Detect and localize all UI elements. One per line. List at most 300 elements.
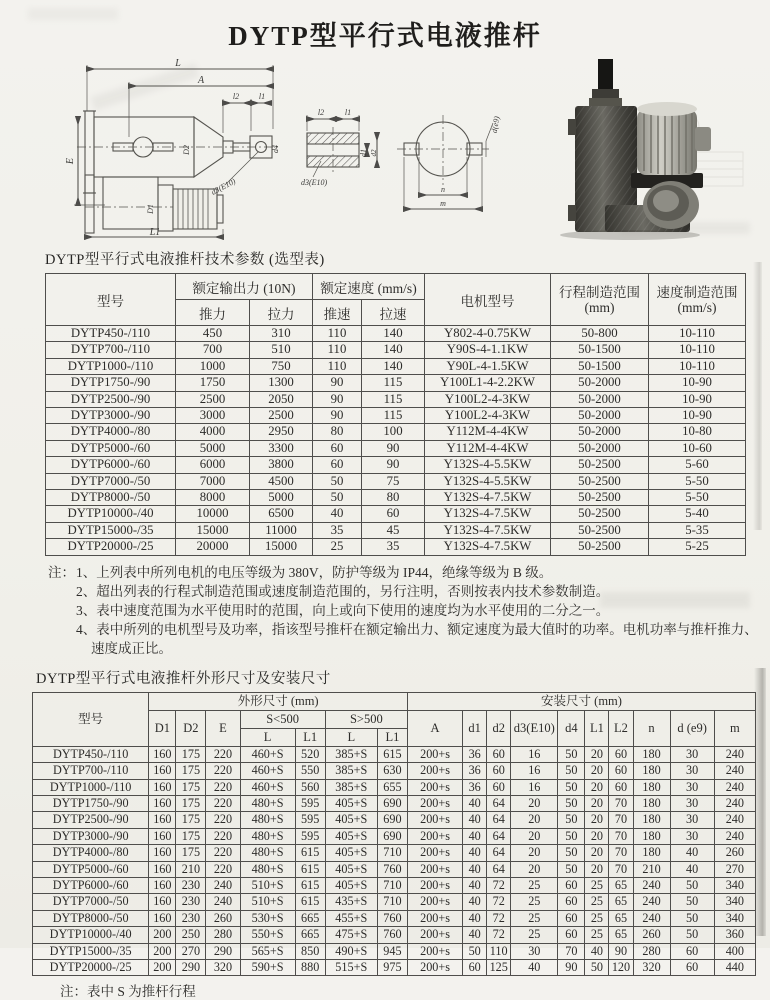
table-cell: 10-110: [649, 326, 746, 342]
table-cell: 160: [149, 877, 176, 893]
table-cell: 64: [487, 828, 511, 844]
table-cell: DYTP5000-/60: [33, 861, 149, 877]
table-cell: 630: [377, 763, 407, 779]
table-cell: 700: [176, 342, 250, 358]
figure-row: [0, 57, 770, 241]
table-cell: 220: [206, 828, 240, 844]
table-row: [46, 342, 746, 358]
table-cell: 60: [670, 943, 714, 959]
table-cell: 200+s: [408, 910, 463, 926]
table-cell: 405+S: [325, 877, 377, 893]
table-cell: 290: [206, 943, 240, 959]
col-pull-speed: 拉速: [362, 300, 425, 326]
table-cell: 90: [313, 375, 362, 391]
table-cell: 60: [313, 457, 362, 473]
table-cell: DYTP700-/110: [46, 342, 176, 358]
table-cell: 200+s: [408, 828, 463, 844]
table-cell: 35: [362, 539, 425, 555]
table-cell: 200+s: [408, 795, 463, 811]
table-cell: 20: [585, 763, 609, 779]
table-cell: 1000: [176, 358, 250, 374]
table-row: [46, 375, 746, 391]
table-cell: 40: [463, 910, 487, 926]
table-cell: 10-90: [649, 391, 746, 407]
table-cell: 510+S: [240, 877, 295, 893]
table-cell: 90: [609, 943, 633, 959]
table-cell: 50: [670, 877, 714, 893]
table-cell: DYTP1000-/110: [46, 358, 176, 374]
table-cell: 160: [149, 795, 176, 811]
table-cell: 175: [176, 845, 206, 861]
col-L1-install: L1: [585, 710, 609, 746]
table-cell: 64: [487, 812, 511, 828]
table-cell: 50: [670, 927, 714, 943]
table-row: [46, 326, 746, 342]
table-row: [33, 910, 756, 926]
table-cell: DYTP4000-/80: [33, 845, 149, 861]
table-cell: Y132S-4-7.5KW: [425, 539, 551, 555]
table-cell: 200+s: [408, 812, 463, 828]
dimension-table-body: [33, 746, 756, 976]
table-cell: 240: [633, 877, 670, 893]
table-cell: 110: [313, 358, 362, 374]
table-cell: 50: [558, 763, 585, 779]
col-motor: 电机型号: [425, 274, 551, 326]
table-cell: 260: [633, 927, 670, 943]
table-cell: 40: [463, 877, 487, 893]
table-cell: 180: [633, 812, 670, 828]
table-cell: 210: [176, 861, 206, 877]
table-row: [33, 959, 756, 975]
table-cell: 50: [558, 779, 585, 795]
table-cell: DYTP450-/110: [33, 746, 149, 762]
col-stroke-range: 行程制造范围 (mm): [551, 274, 649, 326]
table-cell: 6000: [176, 457, 250, 473]
table-cell: 590+S: [240, 959, 295, 975]
table-cell: 120: [609, 959, 633, 975]
table-cell: 595: [295, 795, 325, 811]
table-cell: 70: [558, 943, 585, 959]
table-cell: 690: [377, 812, 407, 828]
table-cell: 200+s: [408, 959, 463, 975]
col-s-lt-500: S<500: [240, 710, 325, 728]
table-cell: 70: [609, 795, 633, 811]
dim-label-m: m: [440, 199, 446, 208]
table-cell: 10-90: [649, 408, 746, 424]
table-cell: 220: [206, 746, 240, 762]
table-cell: 850: [295, 943, 325, 959]
table-row: [33, 877, 756, 893]
table-cell: 5000: [250, 490, 313, 506]
table-cell: 560: [295, 779, 325, 795]
col-d4: d4: [558, 710, 585, 746]
table-cell: Y132S-4-5.5KW: [425, 473, 551, 489]
table-cell: 16: [511, 779, 558, 795]
table-cell: 240: [714, 812, 755, 828]
table-cell: 460+S: [240, 763, 295, 779]
table-cell: 515+S: [325, 959, 377, 975]
table-cell: 280: [206, 927, 240, 943]
col-d1: d1: [463, 710, 487, 746]
table-cell: 240: [206, 877, 240, 893]
table-cell: 480+S: [240, 795, 295, 811]
spec-table-body: [46, 326, 746, 556]
table-cell: 70: [609, 845, 633, 861]
table-cell: 385+S: [325, 779, 377, 795]
table-row: [46, 522, 746, 538]
table-cell: 455+S: [325, 910, 377, 926]
note-line: 4、表中所列的电机型号及功率，指该型号推杆在额定输出力、额定速度为最大值时的功率。电机功率与推杆推力、: [76, 621, 758, 637]
table-cell: 565+S: [240, 943, 295, 959]
section2-heading: DYTP型平行式电液推杆外形尺寸及安装尺寸: [36, 670, 331, 687]
table-cell: 50-800: [551, 326, 649, 342]
table-cell: DYTP20000-/25: [46, 539, 176, 555]
table-cell: 20: [585, 812, 609, 828]
table-cell: 60: [313, 440, 362, 456]
table-cell: 880: [295, 959, 325, 975]
table-cell: 30: [670, 779, 714, 795]
table-cell: 480+S: [240, 812, 295, 828]
table-cell: DYTP700-/110: [33, 763, 149, 779]
table-cell: 60: [609, 746, 633, 762]
table-cell: DYTP10000-/40: [33, 927, 149, 943]
table-cell: 72: [487, 894, 511, 910]
table-row: [33, 746, 756, 762]
table-cell: 200+s: [408, 877, 463, 893]
table-cell: 20: [511, 828, 558, 844]
table-cell: 50: [558, 845, 585, 861]
table-row: [33, 943, 756, 959]
table-cell: 260: [714, 845, 755, 861]
table-cell: 10-110: [649, 358, 746, 374]
table-cell: 50: [463, 943, 487, 959]
table-cell: 240: [206, 894, 240, 910]
table-cell: 690: [377, 795, 407, 811]
table-cell: 175: [176, 812, 206, 828]
col-d-e9: d (e9): [670, 710, 714, 746]
table-cell: 60: [362, 506, 425, 522]
table-cell: 160: [149, 812, 176, 828]
table-cell: 750: [250, 358, 313, 374]
table-cell: 615: [377, 746, 407, 762]
table-cell: Y132S-4-7.5KW: [425, 490, 551, 506]
dim-label-d1: d1: [359, 149, 368, 157]
notes-label: 注：: [48, 564, 75, 580]
table-cell: 975: [377, 959, 407, 975]
table-cell: 665: [295, 927, 325, 943]
table-cell: DYTP5000-/60: [46, 440, 176, 456]
col-speed-range: 速度制造范围 (mm/s): [649, 274, 746, 326]
table-cell: 405+S: [325, 828, 377, 844]
table-row: [46, 358, 746, 374]
table-cell: DYTP6000-/60: [33, 877, 149, 893]
dim-label-A: A: [197, 75, 205, 86]
table-cell: 70: [609, 812, 633, 828]
table-cell: 710: [377, 845, 407, 861]
col-push-speed: 推速: [313, 300, 362, 326]
table-cell: 405+S: [325, 812, 377, 828]
table-cell: 40: [463, 894, 487, 910]
table-cell: 220: [206, 861, 240, 877]
table-cell: 125: [487, 959, 511, 975]
table-cell: 710: [377, 894, 407, 910]
dimension-table-header: [33, 692, 756, 746]
table-cell: 2500: [250, 408, 313, 424]
table-row: [33, 779, 756, 795]
table-cell: DYTP2500-/90: [33, 812, 149, 828]
table-cell: Y112M-4-4KW: [425, 424, 551, 440]
table-cell: 270: [176, 943, 206, 959]
table-cell: 15000: [176, 522, 250, 538]
table-cell: 70: [609, 828, 633, 844]
table-cell: 460+S: [240, 779, 295, 795]
table-cell: 230: [176, 877, 206, 893]
table-cell: 200+s: [408, 894, 463, 910]
table-cell: 3800: [250, 457, 313, 473]
table-cell: 70: [609, 861, 633, 877]
table-cell: 200+s: [408, 746, 463, 762]
table-cell: 115: [362, 408, 425, 424]
table-cell: 520: [295, 746, 325, 762]
table-cell: 64: [487, 861, 511, 877]
table-cell: 50-2500: [551, 539, 649, 555]
dim-label-l1: l1: [344, 108, 352, 117]
table-cell: 25: [511, 927, 558, 943]
table-cell: 40: [463, 795, 487, 811]
col-d2: d2: [487, 710, 511, 746]
col-n: n: [633, 710, 670, 746]
table-cell: Y132S-4-7.5KW: [425, 506, 551, 522]
table-cell: 40: [463, 927, 487, 943]
table-cell: 180: [633, 795, 670, 811]
table-cell: 710: [377, 877, 407, 893]
table-cell: 10-60: [649, 440, 746, 456]
col-s-gt-500: S>500: [325, 710, 407, 728]
table-cell: 50-1500: [551, 358, 649, 374]
table-cell: 945: [377, 943, 407, 959]
dim-label-l2: l2: [317, 108, 325, 117]
table-cell: DYTP8000-/50: [33, 910, 149, 926]
table-cell: 50: [585, 959, 609, 975]
table-cell: 310: [250, 326, 313, 342]
table-cell: 405+S: [325, 795, 377, 811]
table-cell: 200: [149, 927, 176, 943]
table-cell: 160: [149, 861, 176, 877]
table-cell: 60: [487, 763, 511, 779]
table-cell: 50: [558, 861, 585, 877]
table-cell: 60: [487, 746, 511, 762]
col-push-force: 推力: [176, 300, 250, 326]
table-row: [33, 828, 756, 844]
notes-block: [0, 563, 770, 658]
table-cell: 30: [670, 763, 714, 779]
table-cell: 72: [487, 910, 511, 926]
table-cell: 50: [558, 828, 585, 844]
table-cell: 180: [633, 828, 670, 844]
table-cell: 60: [558, 927, 585, 943]
table-cell: DYTP6000-/60: [46, 457, 176, 473]
table-cell: 595: [295, 812, 325, 828]
table-cell: Y90L-4-1.5KW: [425, 358, 551, 374]
table-cell: 340: [714, 894, 755, 910]
table-cell: 175: [176, 795, 206, 811]
dim-label-d3E10: d3(E10): [301, 178, 328, 187]
col-L1-lt: L1: [295, 728, 325, 746]
table-cell: 615: [295, 877, 325, 893]
table-cell: 20: [511, 795, 558, 811]
dim-label-L1: L1: [149, 227, 161, 238]
table-cell: 655: [377, 779, 407, 795]
table-cell: 2050: [250, 391, 313, 407]
table-cell: 160: [149, 779, 176, 795]
table-cell: 615: [295, 845, 325, 861]
table-cell: 20: [585, 795, 609, 811]
product-photo: [545, 57, 755, 241]
table-cell: 460+S: [240, 746, 295, 762]
table-cell: 200: [149, 943, 176, 959]
table-cell: 110: [313, 326, 362, 342]
table-row: [33, 845, 756, 861]
table-cell: 220: [206, 779, 240, 795]
table-row: [46, 506, 746, 522]
table-cell: 760: [377, 927, 407, 943]
dim-label-de9: d(e9): [489, 115, 502, 134]
table-cell: 36: [463, 746, 487, 762]
table-cell: 240: [633, 910, 670, 926]
table-cell: 36: [463, 779, 487, 795]
dimension-table: [32, 692, 756, 977]
table-row: [33, 812, 756, 828]
table-cell: 160: [149, 828, 176, 844]
table-cell: 72: [487, 877, 511, 893]
table-cell: 40: [511, 959, 558, 975]
table-row: [46, 440, 746, 456]
table-cell: 25: [313, 539, 362, 555]
note-line: 2、超出列表的行程式制造范围或速度制造范围的，另行注明，否则按表内技术参数制造。: [76, 583, 610, 599]
table-cell: 480+S: [240, 845, 295, 861]
dim-label-d4: d4: [271, 145, 280, 153]
table-cell: 75: [362, 473, 425, 489]
table-cell: 25: [585, 910, 609, 926]
table-cell: 240: [633, 894, 670, 910]
table-cell: 5000: [176, 440, 250, 456]
table-cell: 160: [149, 845, 176, 861]
col-L2: L2: [609, 710, 633, 746]
table-cell: 490+S: [325, 943, 377, 959]
dim-label-l1: l1: [258, 92, 266, 101]
table-cell: 1300: [250, 375, 313, 391]
table-cell: 340: [714, 910, 755, 926]
table-cell: 20: [585, 779, 609, 795]
table-cell: 60: [558, 877, 585, 893]
table-cell: 100: [362, 424, 425, 440]
col-L-gt: L: [325, 728, 377, 746]
table-row: [46, 539, 746, 555]
table-cell: Y112M-4-4KW: [425, 440, 551, 456]
table-cell: 4000: [176, 424, 250, 440]
table-cell: Y802-4-0.75KW: [425, 326, 551, 342]
table-cell: 240: [714, 795, 755, 811]
table-cell: 50: [313, 490, 362, 506]
table-cell: 50-2000: [551, 391, 649, 407]
table-cell: 450: [176, 326, 250, 342]
table-cell: 340: [714, 877, 755, 893]
table-cell: 25: [511, 894, 558, 910]
table-cell: 11000: [250, 522, 313, 538]
table-cell: 270: [714, 861, 755, 877]
table-cell: 360: [714, 927, 755, 943]
table-row: [46, 424, 746, 440]
table-cell: DYTP3000-/90: [46, 408, 176, 424]
table-cell: 180: [633, 746, 670, 762]
table-cell: 20: [585, 746, 609, 762]
table-cell: 405+S: [325, 845, 377, 861]
table-cell: 180: [633, 845, 670, 861]
table-row: [33, 894, 756, 910]
table-cell: 80: [362, 490, 425, 506]
table-cell: DYTP15000-/35: [33, 943, 149, 959]
dim-label-D2: D2: [182, 145, 191, 155]
table-cell: 40: [585, 943, 609, 959]
table-cell: 140: [362, 326, 425, 342]
table-cell: 320: [633, 959, 670, 975]
table-cell: 405+S: [325, 861, 377, 877]
table-cell: DYTP1750-/90: [46, 375, 176, 391]
table-cell: 20: [585, 845, 609, 861]
table-cell: 50-2500: [551, 473, 649, 489]
table-cell: 200+s: [408, 861, 463, 877]
table-cell: 65: [609, 927, 633, 943]
table-cell: 25: [585, 927, 609, 943]
table-row: [46, 457, 746, 473]
table-row: [33, 927, 756, 943]
col-D2: D2: [176, 710, 206, 746]
table-cell: DYTP1000-/110: [33, 779, 149, 795]
table-cell: 90: [313, 408, 362, 424]
table-cell: 320: [206, 959, 240, 975]
table-cell: 50: [670, 910, 714, 926]
table-cell: DYTP8000-/50: [46, 490, 176, 506]
table-cell: 220: [206, 845, 240, 861]
table-cell: DYTP20000-/25: [33, 959, 149, 975]
table-cell: 2500: [176, 391, 250, 407]
table-cell: 50: [558, 795, 585, 811]
table-cell: 50-2000: [551, 375, 649, 391]
note-line: 1、上列表中所列电机的电压等级为 380V，防护等级为 IP44，绝缘等级为 B 级。: [76, 564, 553, 580]
table-cell: 72: [487, 927, 511, 943]
page-edge-shadow: [753, 262, 762, 530]
table-cell: 16: [511, 763, 558, 779]
table-cell: 480+S: [240, 861, 295, 877]
table-cell: 20: [511, 812, 558, 828]
table-cell: 160: [149, 894, 176, 910]
table-cell: 25: [585, 894, 609, 910]
table-cell: 50-2000: [551, 424, 649, 440]
dim-label-E: E: [65, 157, 76, 165]
table-cell: 25: [511, 910, 558, 926]
table-cell: 5-50: [649, 490, 746, 506]
table-cell: 220: [206, 812, 240, 828]
table-cell: 435+S: [325, 894, 377, 910]
table-cell: 160: [149, 763, 176, 779]
table-cell: 180: [633, 763, 670, 779]
table-cell: 10000: [176, 506, 250, 522]
table-cell: 7000: [176, 473, 250, 489]
table-row: [46, 408, 746, 424]
table-cell: 440: [714, 959, 755, 975]
table-cell: 240: [714, 746, 755, 762]
dimension-table-note: 注：表中 S 为推杆行程: [60, 984, 196, 1000]
